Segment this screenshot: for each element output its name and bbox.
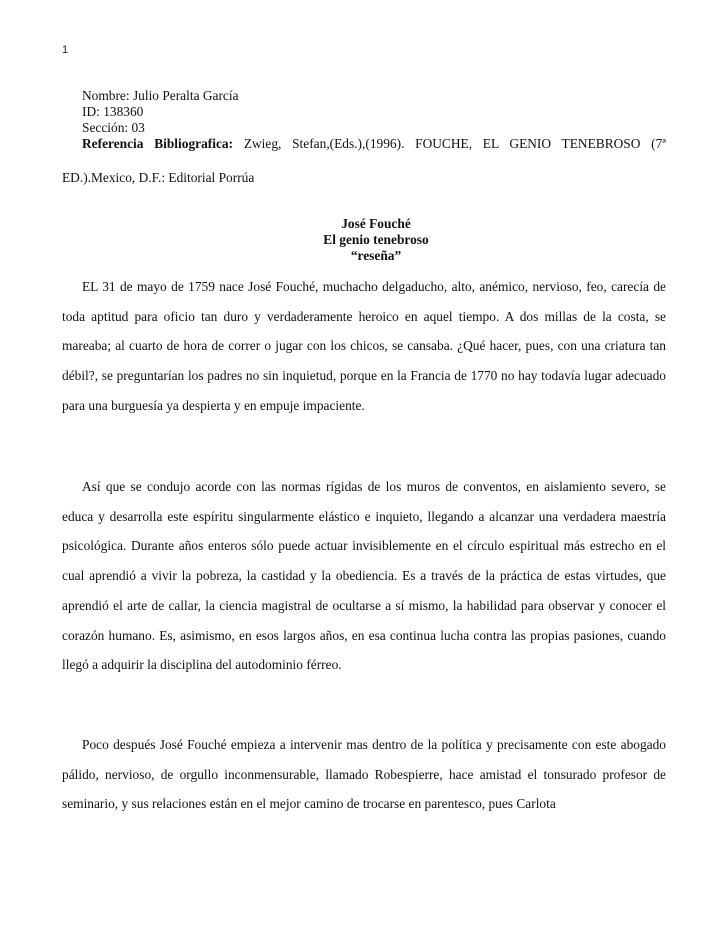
body-paragraph <box>62 730 666 819</box>
title-line-3: “reseña” <box>350 248 402 263</box>
student-name: Nombre: Julio Peralta García <box>82 88 239 103</box>
paragraph-text: Poco después José Fouché empieza a intervenir mas dentro de la política y precisamente con este abogado pálido, nervioso, de orgullo inconmensurable, llamado Robespierre, hace amistad el tonsurado profesor de seminario, y sus relaciones están en el mejor camino de trocarse en parentesco, pues Carlota <box>62 737 666 812</box>
document-title <box>272 216 480 264</box>
student-header <box>62 88 666 186</box>
title-line-1: José Fouché <box>341 216 411 231</box>
reference-text: Zwieg, Stefan,(Eds.),(1996). FOUCHE, EL GENIO TENEBROSO (7ª <box>243 136 666 151</box>
bibliographic-reference <box>62 136 666 152</box>
student-id: ID: 138360 <box>82 104 144 119</box>
reference-continuation: ED.).Mexico, D.F.: Editorial Porrúa <box>62 170 255 185</box>
reference-label: Referencia Bibliografica: <box>82 136 234 151</box>
section-number: Sección: 03 <box>82 120 145 135</box>
paragraph-text: EL 31 de mayo de 1759 nace José Fouché, muchacho delgaducho, alto, anémico, nervioso, feo, carecía de toda aptitud para oficio tan duro y verdaderamente heroico en aquel tiempo. A dos millas de la costa, se mareaba; al cuarto de hora de correr o jugar con los chicos, se cansaba. ¿Qué hacer, pues, con una criatura tan débil?, se preguntarían los padres no sin inquietud, porque en la Francia de 1770 no hay todavía lugar adecuado para una burguesía ya despierta y en empuje impaciente. <box>62 279 666 413</box>
body-paragraph <box>62 472 666 680</box>
page-number: 1 <box>62 44 69 56</box>
title-line-2: El genio tenebroso <box>323 232 429 247</box>
paragraph-text: Así que se condujo acorde con las normas rígidas de los muros de conventos, en aislamiento severo, se educa y desarrolla este espíritu singularmente elástico e inquieto, llegando a alcanzar una verdadera maestría psicológica. Durante años enteros sólo puede actuar invisiblemente en el círculo espiritual más estrecho en el cual aprendió a vivir la pobreza, la castidad y la obediencia. Es a través de la práctica de estas virtudes, que aprendió el arte de callar, la ciencia magistral de ocultarse a sí mismo, la habilidad para observar y conocer el corazón humano. Es, asimismo, en esos largos años, en esa continua lucha contra las propias pasiones, cuando llegó a adquirir la disciplina del autodominio férreo. <box>62 479 666 673</box>
body-paragraph <box>62 272 666 421</box>
